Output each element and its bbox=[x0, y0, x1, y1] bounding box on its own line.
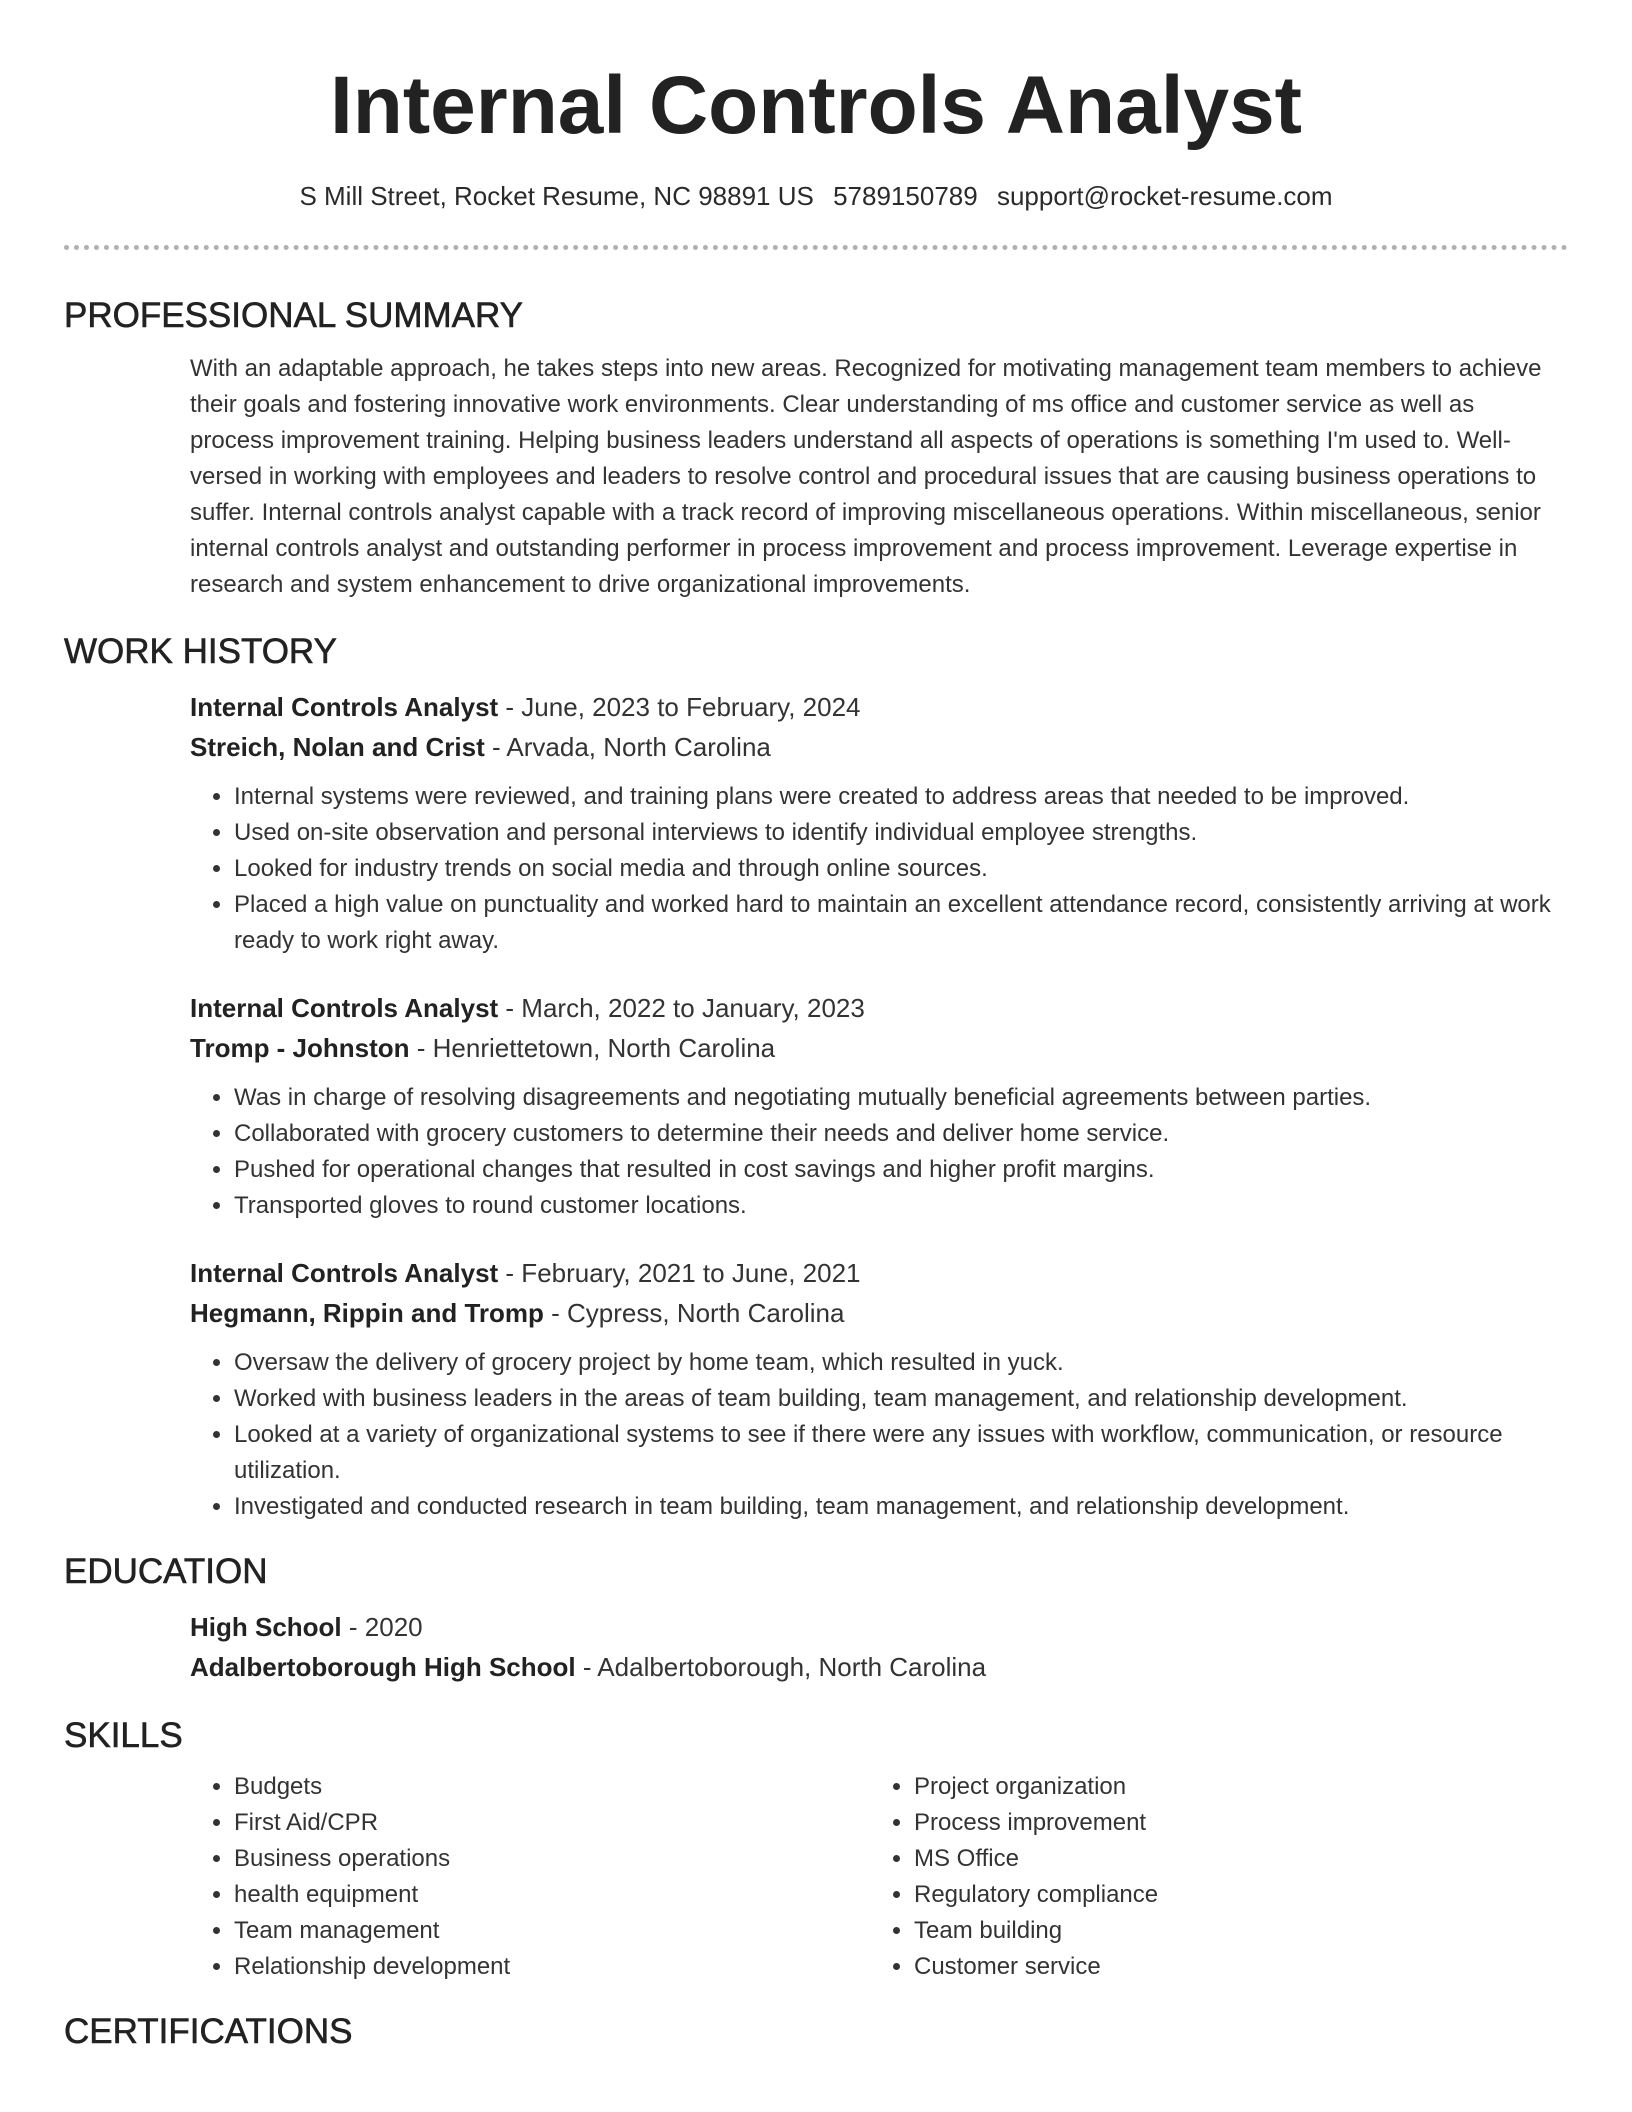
education-degree-line bbox=[190, 1607, 1554, 1647]
list-item: • Relationship development bbox=[234, 1949, 870, 1985]
job-company-line bbox=[190, 1293, 1554, 1333]
education-heading: EDUCATION bbox=[64, 1552, 268, 1591]
list-item: • Worked with business leaders in the areas of team building, team management, and relationship development. bbox=[234, 1381, 1554, 1417]
job-entry-2 bbox=[190, 988, 1554, 1224]
education-school-line bbox=[190, 1647, 1554, 1687]
contact-address: S Mill Street, Rocket Resume, NC 98891 US bbox=[299, 181, 814, 211]
job-company: Tromp - Johnston bbox=[190, 1033, 410, 1063]
job-duties-list bbox=[190, 779, 1554, 959]
list-item: • Oversaw the delivery of grocery project by home team, which resulted in yuck. bbox=[234, 1345, 1554, 1381]
list-item: • Transported gloves to round customer locations. bbox=[234, 1188, 1554, 1224]
list-item: • Was in charge of resolving disagreements and negotiating mutually beneficial agreements between parties. bbox=[234, 1080, 1554, 1116]
list-item: • Regulatory compliance bbox=[914, 1877, 1550, 1913]
skills-column-left bbox=[190, 1769, 870, 1985]
education-location: - Adalbertoborough, North Carolina bbox=[575, 1652, 987, 1682]
job-duties-list bbox=[190, 1080, 1554, 1224]
list-item: • Process improvement bbox=[914, 1805, 1550, 1841]
job-company: Hegmann, Rippin and Tromp bbox=[190, 1298, 544, 1328]
job-position: Internal Controls Analyst bbox=[190, 692, 499, 722]
education-school: Adalbertoborough High School bbox=[190, 1652, 576, 1682]
job-company-line bbox=[190, 727, 1554, 767]
list-item: • First Aid/CPR bbox=[234, 1805, 870, 1841]
job-entry-1 bbox=[190, 687, 1554, 959]
list-item: • Team building bbox=[914, 1913, 1550, 1949]
job-dates: - February, 2021 to June, 2021 bbox=[498, 1258, 861, 1288]
job-company-line bbox=[190, 1028, 1554, 1068]
list-item: • Team management bbox=[234, 1913, 870, 1949]
job-position: Internal Controls Analyst bbox=[190, 1258, 499, 1288]
header-divider bbox=[64, 245, 1568, 250]
job-dates: - March, 2022 to January, 2023 bbox=[498, 993, 865, 1023]
skills-column-right bbox=[870, 1769, 1550, 1985]
job-dates: - June, 2023 to February, 2024 bbox=[498, 692, 861, 722]
list-item: • Internal systems were reviewed, and training plans were created to address areas that needed to be improved. bbox=[234, 779, 1554, 815]
list-item: • Business operations bbox=[234, 1841, 870, 1877]
skills-grid bbox=[190, 1769, 1554, 1985]
job-title-line bbox=[190, 687, 1554, 727]
list-item: • Placed a high value on punctuality and worked hard to maintain an excellent attendance record, consistently arriving at work ready to work right away. bbox=[234, 887, 1554, 959]
list-item: • Used on-site observation and personal interviews to identify individual employee strengths. bbox=[234, 815, 1554, 851]
resume-name: Internal Controls Analyst bbox=[330, 60, 1302, 151]
list-item: • Pushed for operational changes that resulted in cost savings and higher profit margins. bbox=[234, 1152, 1554, 1188]
certifications-heading: CERTIFICATIONS bbox=[64, 2012, 353, 2051]
job-duties-list bbox=[190, 1345, 1554, 1525]
contact-email: support@rocket-resume.com bbox=[996, 181, 1333, 211]
job-entry-3 bbox=[190, 1253, 1554, 1525]
contact-phone: 5789150789 bbox=[833, 181, 978, 211]
skills-heading: SKILLS bbox=[64, 1716, 183, 1755]
list-item: • Collaborated with grocery customers to determine their needs and deliver home service. bbox=[234, 1116, 1554, 1152]
skills-list-left bbox=[190, 1769, 870, 1985]
education-degree: High School bbox=[190, 1612, 342, 1642]
work-history-heading: WORK HISTORY bbox=[64, 632, 337, 671]
list-item: • Project organization bbox=[914, 1769, 1550, 1805]
list-item: • Looked at a variety of organizational systems to see if there were any issues with workflow, communication, or resource utilization. bbox=[234, 1417, 1554, 1489]
list-item: • Budgets bbox=[234, 1769, 870, 1805]
job-location: - Henriettetown, North Carolina bbox=[409, 1033, 776, 1063]
skills-list-right bbox=[870, 1769, 1550, 1985]
list-item: • MS Office bbox=[914, 1841, 1550, 1877]
education-year: - 2020 bbox=[341, 1612, 423, 1642]
education-entry bbox=[190, 1607, 1554, 1687]
list-item: • Investigated and conducted research in team building, team management, and relationship development. bbox=[234, 1489, 1554, 1525]
job-location: - Arvada, North Carolina bbox=[484, 732, 771, 762]
job-title-line bbox=[190, 988, 1554, 1028]
list-item: • Looked for industry trends on social media and through online sources. bbox=[234, 851, 1554, 887]
list-item: • Customer service bbox=[914, 1949, 1550, 1985]
job-title-line bbox=[190, 1253, 1554, 1293]
list-item: • health equipment bbox=[234, 1877, 870, 1913]
job-position: Internal Controls Analyst bbox=[190, 993, 499, 1023]
summary-heading: PROFESSIONAL SUMMARY bbox=[64, 296, 523, 335]
contact-line bbox=[64, 180, 1568, 212]
job-location: - Cypress, North Carolina bbox=[543, 1298, 845, 1328]
job-company: Streich, Nolan and Crist bbox=[190, 732, 485, 762]
summary-text: With an adaptable approach, he takes steps into new areas. Recognized for motivating management team members to achieve their goals and fostering innovative work environments. Clear understanding of ms office and customer service as well as process improvement training. Helping business leaders understand all aspects of operations is something I'm used to. Well-versed in working with employees and leaders to resolve control and procedural issues that are causing business operations to suffer. Internal controls analyst capable with a track record of improving miscellaneous operations. Within miscellaneous, senior internal controls analyst and outstanding performer in process improvement and process improvement. Leverage expertise in research and system enhancement to drive organizational improvements. bbox=[190, 355, 1542, 598]
